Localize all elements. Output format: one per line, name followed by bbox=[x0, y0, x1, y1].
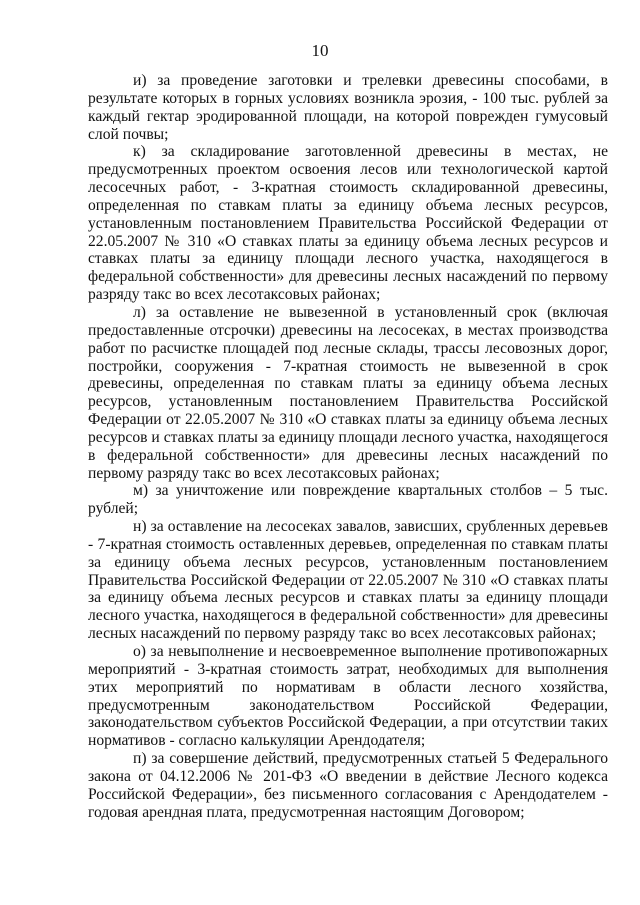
page-number: 10 bbox=[311, 41, 329, 60]
paragraph-i: и) за проведение заготовки и трелевки древесины способами, в результате которых в горных условиях возникла эрозия, - 100 тыс. рублей за каждый гектар эродированной площади, на которой поврежден гумусовый слой почвы; bbox=[88, 72, 608, 143]
paragraph-l: л) за оставление не вывезенной в установленный срок (включая предоставленные отсрочки) древесины на лесосеках, в местах производства работ по расчистке площадей под лесные склады, трассы лесовозных дорог, постройки, сооружения - 7-кратная стоимость не вывезенной в срок древесины, определенная по ставкам платы за единицу объема лесных ресурсов, установленным постановлением Правительства Российской Федерации от 22.05.2007 № 310 «О ставках платы за единицу объема лесных ресурсов и ставках платы за единицу площади лесного участка, находящегося в федеральной собственности» для древесины лесных насаждений по первому разряду такс во всех лесотаксовых районах; bbox=[88, 303, 608, 482]
document-body bbox=[88, 72, 608, 821]
paragraph-n: н) за оставление на лесосеках завалов, зависших, срубленных деревьев - 7-кратная стоимость оставленных деревьев, определенная по ставкам платы за единицу объема лесных ресурсов, установленным постановлением Правительства Российской Федерации от 22.05.2007 № 310 «О ставках платы за единицу объема лесных ресурсов и ставках платы за единицу площади лесного участка, находящегося в федеральной собственности» для древесины лесных насаждений по первому разряду такс во всех лесотаксовых районах; bbox=[88, 518, 608, 643]
paragraph-k: к) за складирование заготовленной древесины в местах, не предусмотренных проектом освоения лесов или технологической картой лесосечных работ, - 3-кратная стоимость складированной древесины, определенная по ставкам платы за единицу объема лесных ресурсов, установленным постановлением Правительства Российской Федерации от 22.05.2007 № 310 «О ставках платы за единицу объема лесных ресурсов и ставках платы за единицу площади лесного участка, находящегося в федеральной собственности» для древесины лесных насаждений по первому разряду такс во всех лесотаксовых районах; bbox=[88, 143, 608, 304]
paragraph-m: м) за уничтожение или повреждение квартальных столбов – 5 тыс. рублей; bbox=[88, 482, 608, 518]
paragraph-p: п) за совершение действий, предусмотренных статьей 5 Федерального закона от 04.12.2006 № 201-ФЗ «О введении в действие Лесного кодекса Российской Федерации», без письменного согласования с Арендодателем - годовая арендная плата, предусмотренная настоящим Договором; bbox=[88, 750, 608, 821]
paragraph-o: о) за невыполнение и несвоевременное выполнение противопожарных мероприятий - 3-кратная стоимость затрат, необходимых для выполнения этих мероприятий по нормативам в области лесного хозяйства, предусмотренным законодательством Российской Федерации, законодательством субъектов Российской Федерации, а при отсутствии таких нормативов - согласно калькуляции Арендодателя; bbox=[88, 643, 608, 750]
